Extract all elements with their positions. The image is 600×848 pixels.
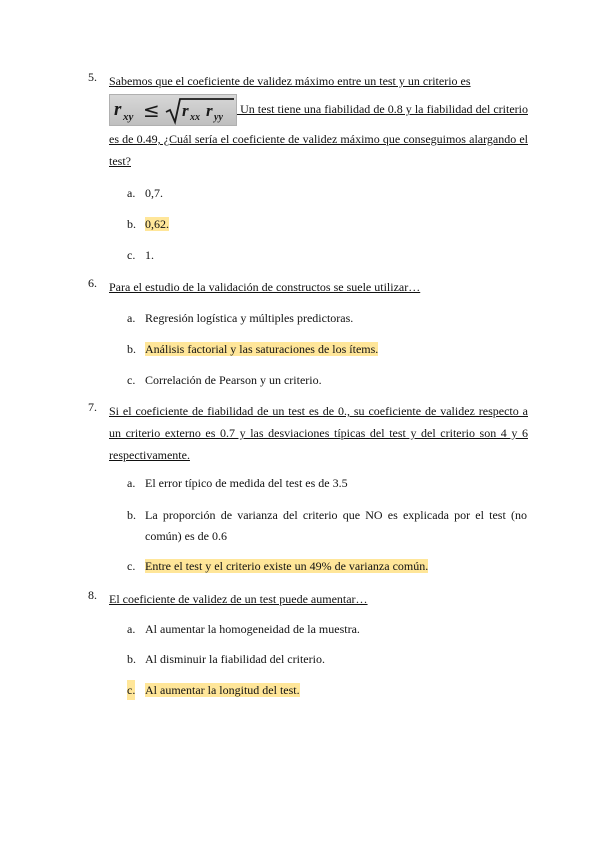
- question-text: El coeficiente de validez de un test puede aumentar…: [109, 592, 368, 606]
- formula-r2-sub: yy: [214, 112, 223, 123]
- option-text: El error típico de medida del test es de 3.5: [145, 476, 348, 490]
- option-text: Al disminuir la fiabilidad del criterio.: [145, 652, 325, 666]
- question-8-option-b: [127, 649, 527, 669]
- question-8-option-c: [127, 680, 527, 700]
- question-number: 6.: [88, 276, 97, 290]
- question-8-option-a: [127, 619, 527, 639]
- question-6-option-a: [127, 308, 527, 328]
- option-letter: b.: [127, 217, 136, 231]
- option-letter: b.: [127, 342, 136, 356]
- option-text: 1.: [145, 248, 154, 262]
- formula-image: [109, 94, 237, 126]
- option-text-highlighted: Análisis factorial y las saturaciones de los ítems.: [145, 342, 379, 356]
- question-text-after: Un test tiene una fiabilidad de 0.8 y la fiabilidad del criterio es de 0.49, ¿Cuál sería el coeficiente de validez máximo que conseguimos alargando el test?: [109, 101, 528, 168]
- question-5-option-c: [127, 245, 527, 265]
- option-letter: c.: [127, 373, 136, 387]
- option-text: Regresión logística y múltiples predictoras.: [145, 311, 354, 325]
- question-7-option-c: [127, 556, 527, 576]
- question-text: Para el estudio de la validación de constructos se suele utilizar…: [109, 280, 421, 294]
- question-5-option-b: [127, 214, 527, 234]
- formula-svg: [110, 95, 236, 125]
- formula-lhs: r: [114, 99, 122, 120]
- option-text: Correlación de Pearson y un criterio.: [145, 373, 322, 387]
- question-7-option-a: [127, 473, 527, 493]
- option-text-highlighted: 0,62.: [145, 217, 169, 231]
- formula-r1: r: [182, 101, 189, 120]
- question-text: [109, 70, 528, 172]
- option-letter: c.: [127, 248, 136, 262]
- question-text: Si el coeficiente de fiabilidad de un test es de 0., su coeficiente de validez respecto a un criterio externo es 0.7 y las desviaciones típicas del test y del criterio son 4 y 6 respectivamente.: [109, 404, 528, 462]
- question-5: [88, 70, 528, 172]
- option-letter: a.: [127, 622, 136, 636]
- question-number: 7.: [88, 400, 97, 414]
- option-letter: b.: [127, 508, 136, 522]
- question-number: 8.: [88, 588, 97, 602]
- option-text: 0,7.: [145, 186, 163, 200]
- question-7-option-b: [127, 505, 527, 547]
- option-letter: a.: [127, 476, 136, 490]
- question-number: 5.: [88, 70, 97, 84]
- option-letter: a.: [127, 186, 136, 200]
- option-text-highlighted: Al aumentar la longitud del test.: [145, 683, 300, 697]
- question-8: [88, 588, 528, 610]
- formula-lhs-sub: xy: [123, 111, 134, 123]
- sqrt-sign: [166, 99, 234, 122]
- question-5-option-a: [127, 183, 527, 203]
- option-letter-highlighted: c.: [127, 680, 135, 700]
- option-letter: a.: [127, 311, 136, 325]
- question-6: [88, 276, 528, 298]
- option-text: Al aumentar la homogeneidad de la muestra.: [145, 622, 360, 636]
- formula-r1-sub: xx: [190, 112, 200, 123]
- question-text-before: Sabemos que el coeficiente de validez máximo entre un test y un criterio es: [109, 74, 471, 88]
- formula-r2: r: [206, 101, 213, 120]
- option-letter: b.: [127, 652, 136, 666]
- formula-operator: ≤: [143, 98, 160, 122]
- question-7: [88, 400, 528, 466]
- question-6-option-b: [127, 339, 527, 359]
- option-letter: c.: [127, 559, 136, 573]
- option-text-highlighted: Entre el test y el criterio existe un 49% de varianza común.: [145, 559, 429, 573]
- option-text: La proporción de varianza del criterio que NO es explicada por el test (no común) es de 0.6: [145, 508, 527, 543]
- question-6-option-c: [127, 370, 527, 390]
